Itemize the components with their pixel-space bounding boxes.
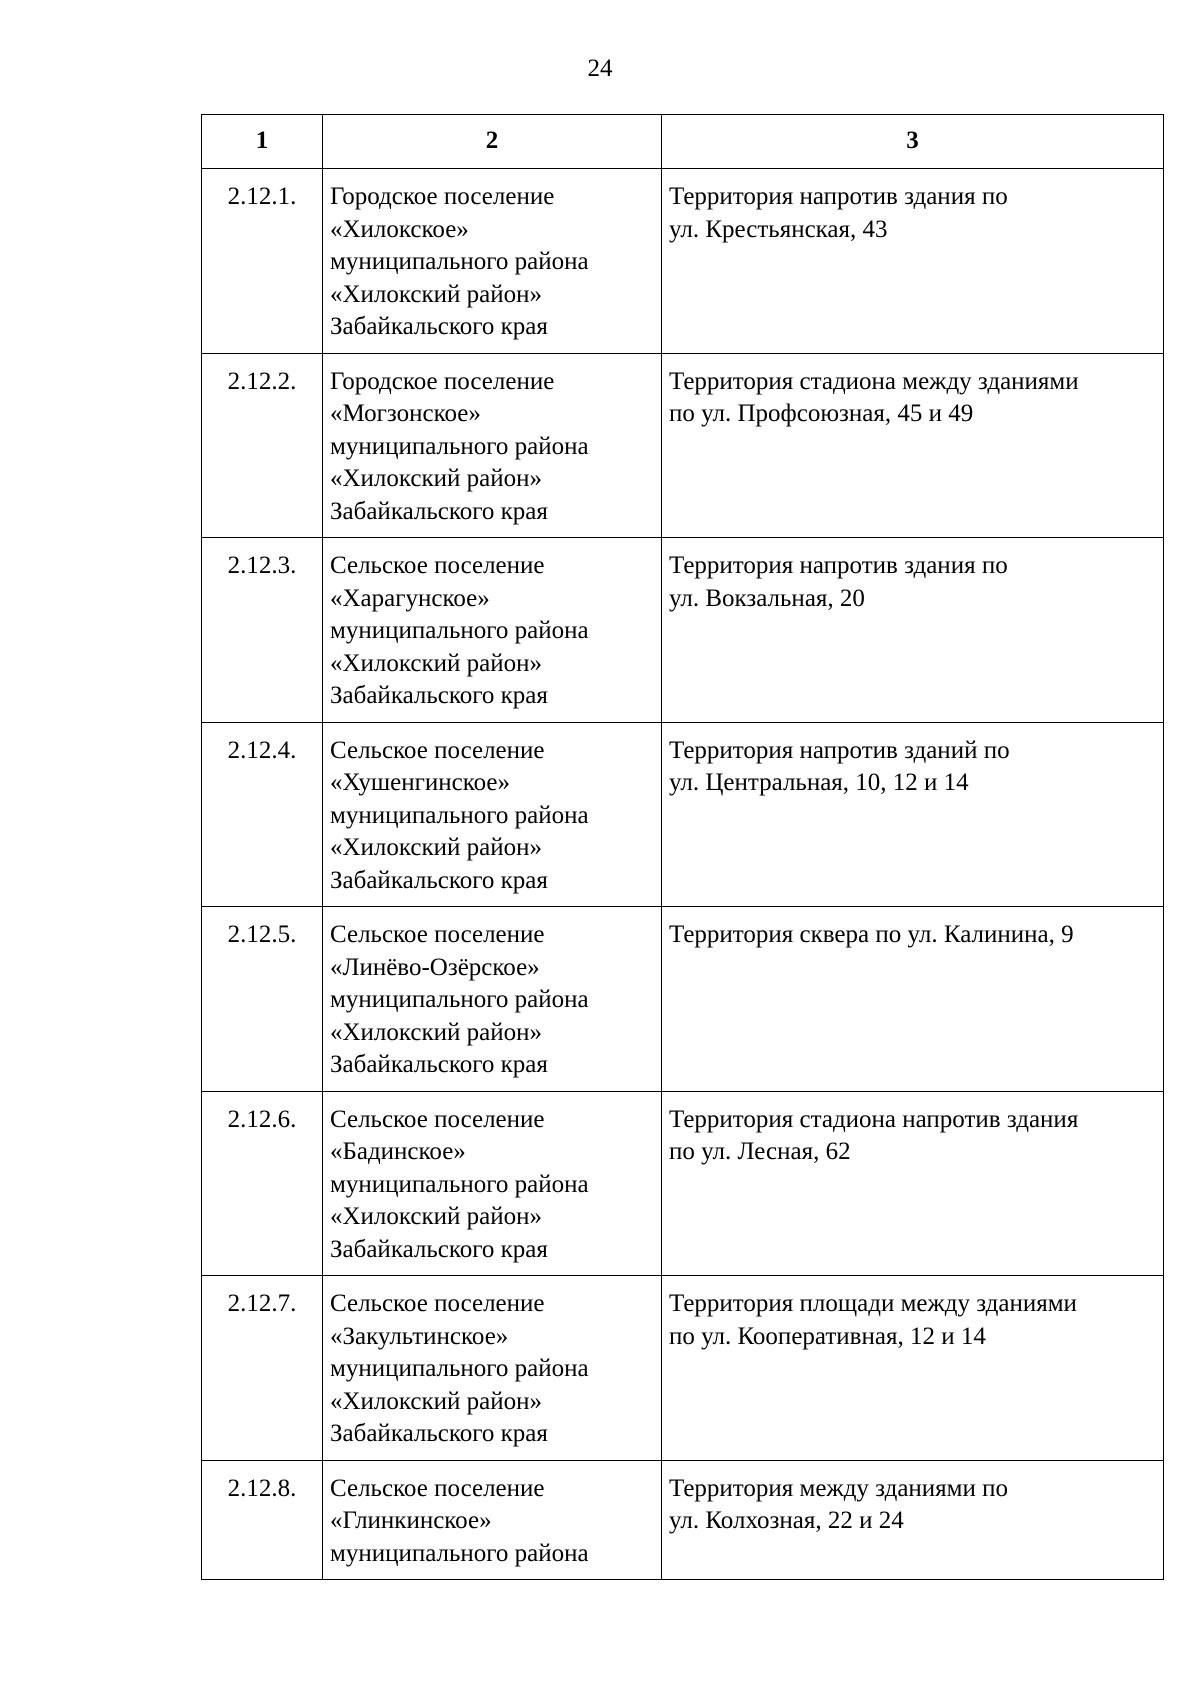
settlement-line: Забайкальского края bbox=[330, 1051, 548, 1078]
column-header-1: 1 bbox=[202, 115, 323, 169]
table-row bbox=[202, 169, 1164, 354]
location-line: ул. Вокзальная, 20 bbox=[669, 584, 865, 612]
settlement-line: «Хилокский район» bbox=[330, 280, 543, 308]
location-line: ул. Крестьянская, 43 bbox=[669, 215, 888, 243]
location-line: Территория сквера по ул. Калинина, 9 bbox=[669, 921, 1074, 948]
row-number-cell: 2.12.2. bbox=[202, 353, 323, 538]
table-row bbox=[202, 353, 1164, 538]
settlement-line: «Хилокский район» bbox=[330, 1018, 543, 1046]
location-cell bbox=[662, 722, 1164, 907]
table-row bbox=[202, 1276, 1164, 1461]
settlement-line: муниципального района bbox=[330, 248, 589, 275]
table-row bbox=[202, 907, 1164, 1092]
settlement-cell bbox=[323, 722, 662, 907]
row-number-cell: 2.12.3. bbox=[202, 538, 323, 723]
location-line: Территория площади между зданиями bbox=[669, 1290, 1077, 1317]
row-number-cell: 2.12.6. bbox=[202, 1091, 323, 1276]
location-line: по ул. Профсоюзная, 45 и 49 bbox=[669, 400, 974, 427]
settlement-line: «Хилокский район» bbox=[330, 649, 543, 677]
location-line: Территория стадиона напротив здания bbox=[669, 1105, 1079, 1133]
settlement-line: Сельское поселение bbox=[330, 921, 545, 948]
row-number-cell: 2.12.4. bbox=[202, 722, 323, 907]
location-cell bbox=[662, 1276, 1164, 1461]
location-line: Территория между зданиями по bbox=[669, 1474, 1009, 1502]
settlement-line: муниципального района bbox=[330, 432, 589, 460]
settlement-line: муниципального района bbox=[330, 1355, 589, 1382]
location-line: ул. Колхозная, 22 и 24 bbox=[669, 1507, 904, 1534]
table-header-row bbox=[202, 115, 1164, 169]
location-cell bbox=[662, 1091, 1164, 1276]
row-number-cell: 2.12.1. bbox=[202, 169, 323, 354]
table-row bbox=[202, 1091, 1164, 1276]
settlement-line: Сельское поселение bbox=[330, 552, 545, 579]
settlement-cell bbox=[323, 169, 662, 354]
location-cell bbox=[662, 907, 1164, 1092]
table-body bbox=[202, 169, 1164, 1580]
settlement-cell bbox=[323, 353, 662, 538]
location-line: по ул. Кооперативная, 12 и 14 bbox=[669, 1322, 986, 1350]
document-table bbox=[201, 114, 1164, 1580]
settlement-line: Городское поселение bbox=[330, 367, 555, 395]
settlement-line: Забайкальского края bbox=[330, 313, 548, 340]
column-header-2: 2 bbox=[323, 115, 662, 169]
settlement-line: «Хилокское» bbox=[330, 215, 469, 243]
settlement-line: муниципального района bbox=[330, 1539, 589, 1567]
settlement-line: «Глинкинское» bbox=[330, 1507, 492, 1534]
settlement-line: Городское поселение bbox=[330, 183, 555, 210]
settlement-line: «Закультинское» bbox=[330, 1322, 509, 1350]
table-row bbox=[202, 538, 1164, 723]
column-header-3: 3 bbox=[662, 115, 1164, 169]
settlement-line: муниципального района bbox=[330, 617, 589, 644]
settlement-line: «Хилокский район» bbox=[330, 465, 543, 492]
settlement-line: «Хилокский район» bbox=[330, 1387, 543, 1415]
location-cell bbox=[662, 1460, 1164, 1580]
settlement-line: Сельское поселение bbox=[330, 1290, 545, 1317]
row-number-cell: 2.12.5. bbox=[202, 907, 323, 1092]
table-row bbox=[202, 1460, 1164, 1580]
location-cell bbox=[662, 538, 1164, 723]
settlement-line: Сельское поселение bbox=[330, 1474, 545, 1502]
settlement-line: Забайкальского края bbox=[330, 866, 548, 894]
settlement-line: «Линёво-Озёрское» bbox=[330, 953, 540, 981]
settlement-line: «Хилокский район» bbox=[330, 834, 543, 861]
location-cell bbox=[662, 169, 1164, 354]
location-line: Территория напротив здания по bbox=[669, 552, 1008, 579]
settlement-line: муниципального района bbox=[330, 986, 589, 1013]
settlement-line: Забайкальского края bbox=[330, 1420, 548, 1447]
location-line: Территория напротив зданий по bbox=[669, 736, 1010, 764]
table-row bbox=[202, 722, 1164, 907]
settlement-line: «Хилокский район» bbox=[330, 1203, 543, 1230]
settlement-line: «Хушенгинское» bbox=[330, 769, 510, 796]
settlement-line: «Бадинское» bbox=[330, 1138, 466, 1165]
location-cell bbox=[662, 353, 1164, 538]
settlement-line: муниципального района bbox=[330, 1170, 589, 1198]
settlement-line: «Харагунское» bbox=[330, 584, 490, 612]
location-line: ул. Центральная, 10, 12 и 14 bbox=[669, 769, 969, 796]
settlement-cell bbox=[323, 538, 662, 723]
location-line: Территория стадиона между зданиями bbox=[669, 367, 1079, 395]
row-number-cell: 2.12.8. bbox=[202, 1460, 323, 1580]
location-line: по ул. Лесная, 62 bbox=[669, 1138, 851, 1165]
page-number: 24 bbox=[587, 55, 613, 82]
location-line: Территория напротив здания по bbox=[669, 183, 1008, 210]
settlement-cell bbox=[323, 1276, 662, 1461]
settlement-line: Сельское поселение bbox=[330, 1105, 545, 1133]
settlement-line: муниципального района bbox=[330, 801, 589, 829]
settlement-line: Забайкальского края bbox=[330, 1235, 548, 1263]
settlement-cell bbox=[323, 1460, 662, 1580]
settlement-cell bbox=[323, 1091, 662, 1276]
settlement-line: «Могзонское» bbox=[330, 400, 481, 427]
settlement-line: Забайкальского края bbox=[330, 497, 548, 525]
row-number-cell: 2.12.7. bbox=[202, 1276, 323, 1461]
settlement-line: Забайкальского края bbox=[330, 682, 548, 709]
settlement-cell bbox=[323, 907, 662, 1092]
settlement-line: Сельское поселение bbox=[330, 736, 545, 764]
